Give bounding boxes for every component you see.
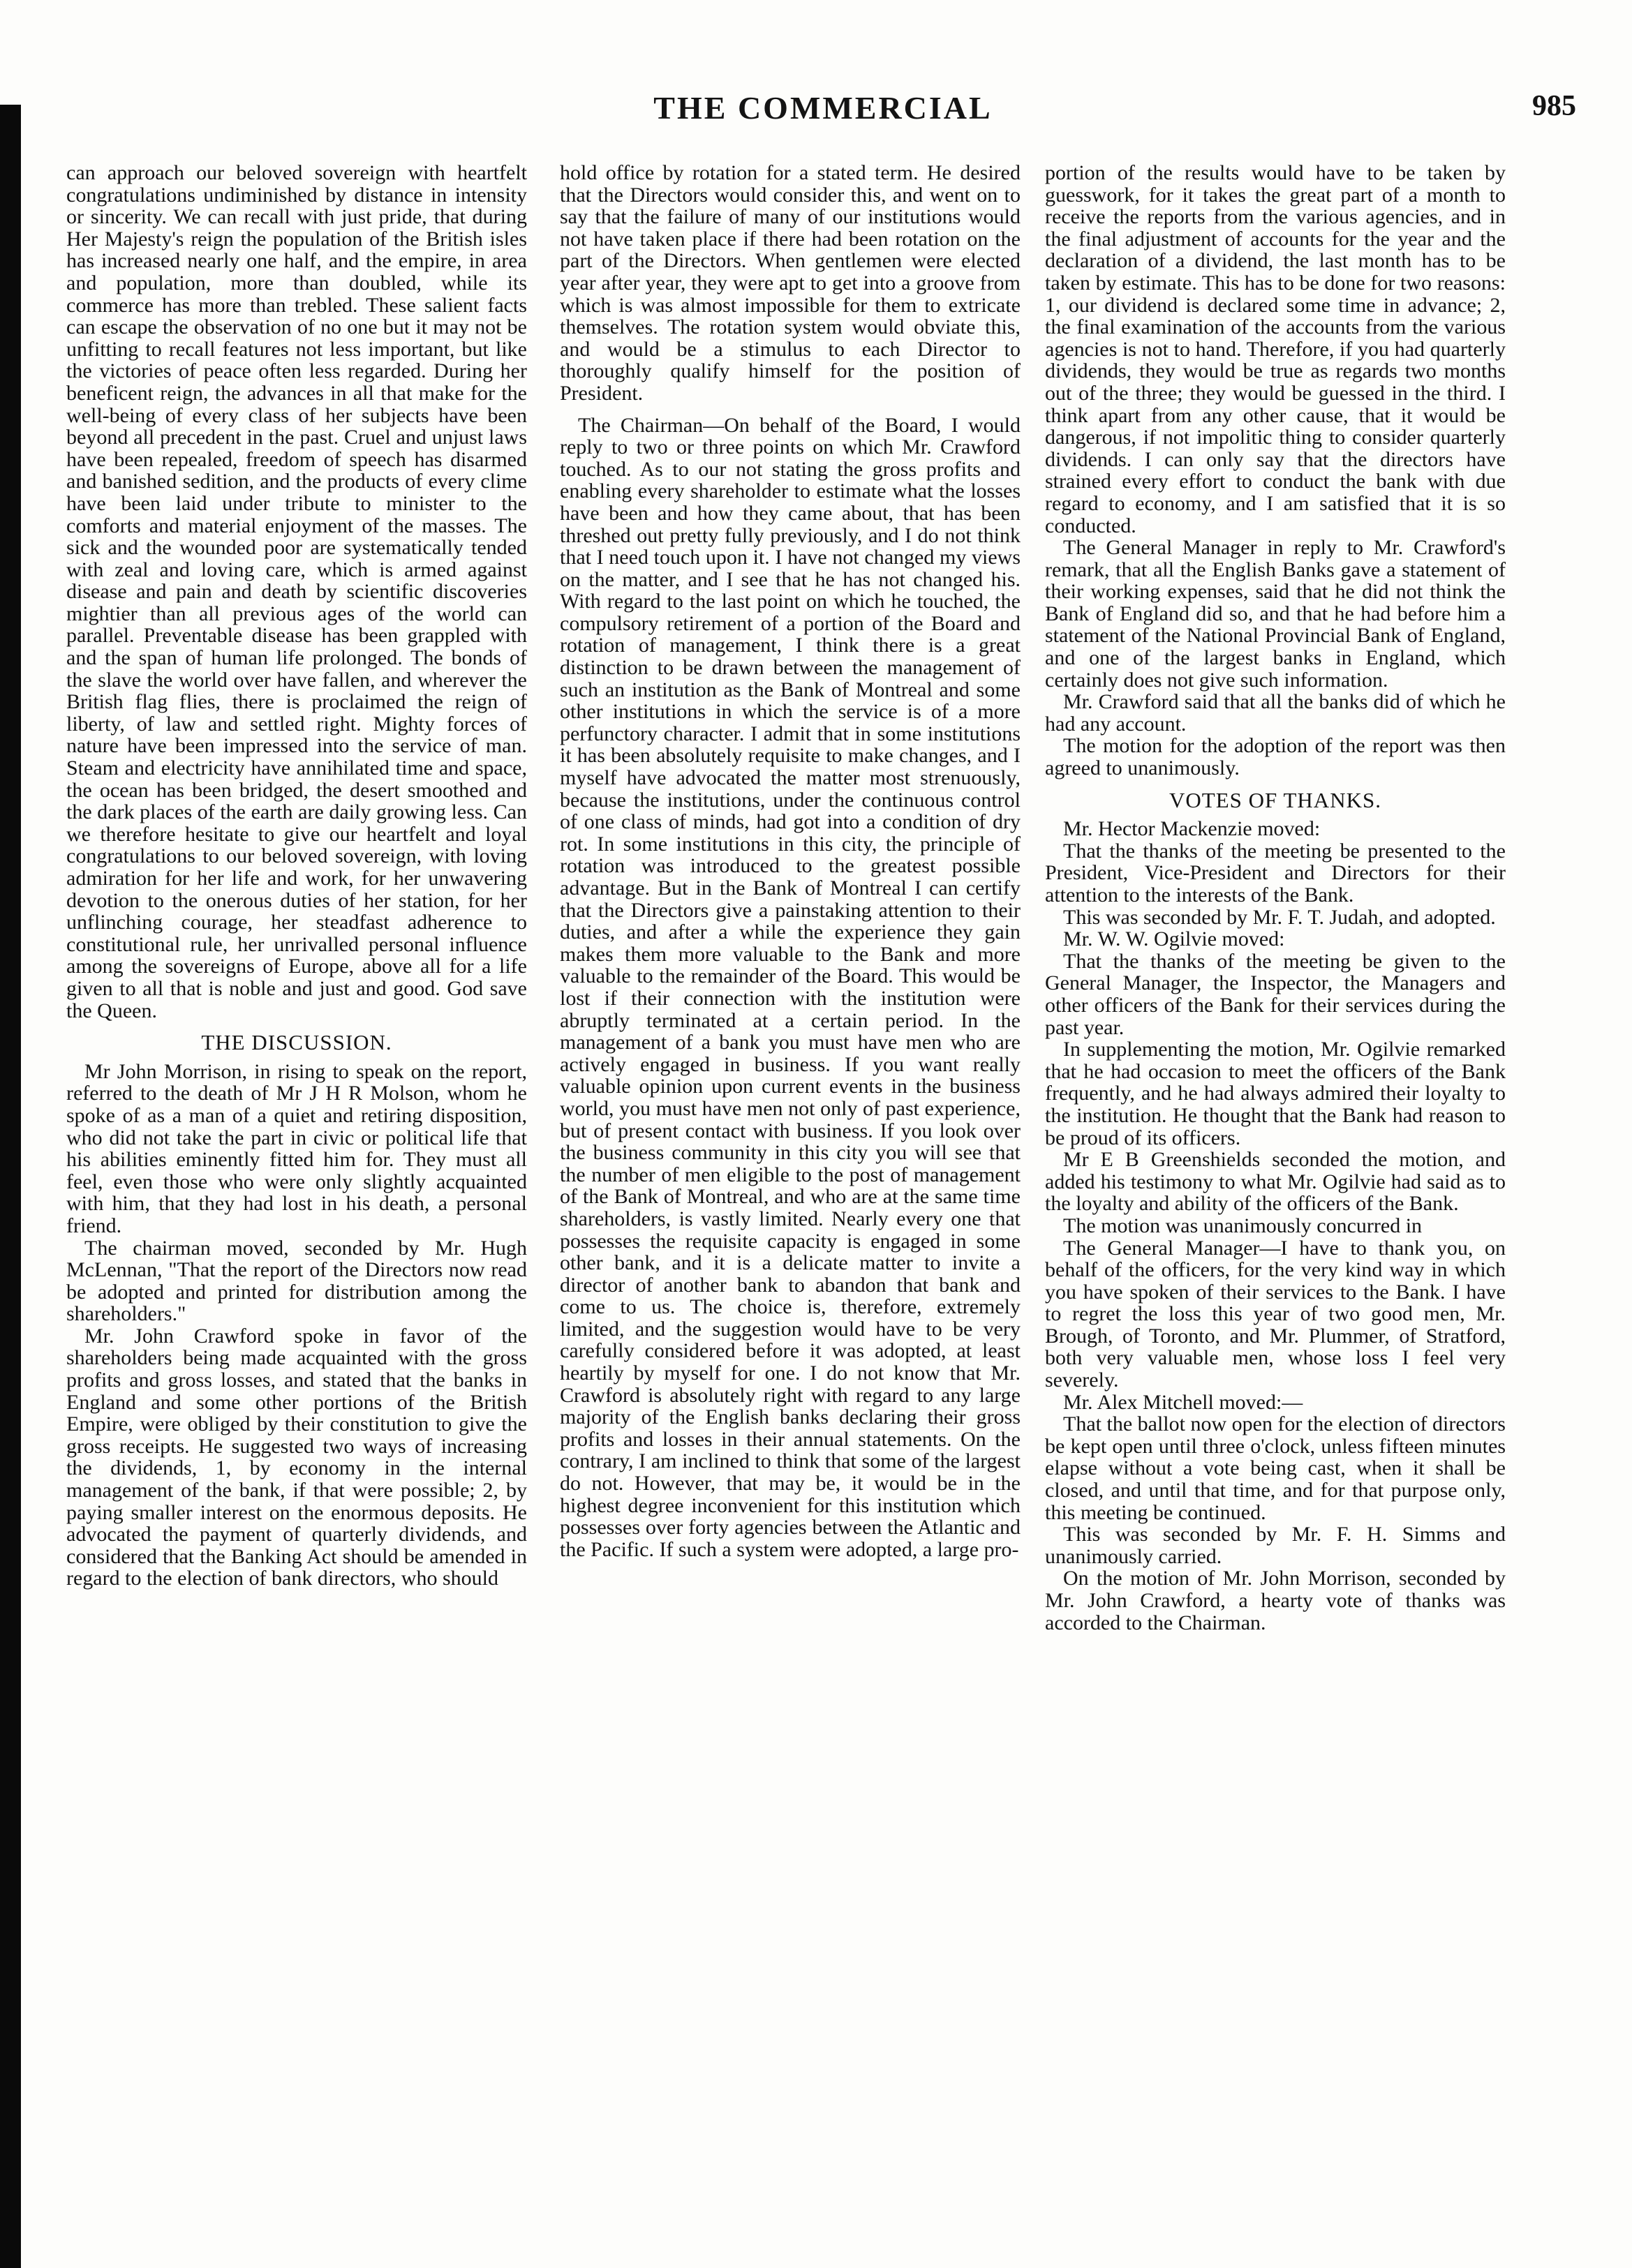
paragraph: That the ballot now open for the election of directors be kept open until three o'clock, unless fifteen minutes elapse without a vote being cast, when it shall be closed, and until that time, and for that purpose only, this meeting be continued. [1045, 1412, 1506, 1524]
paragraph: On the motion of Mr. John Morrison, seconded by Mr. John Crawford, a hearty vote of thanks was accorded to the Chairman. [1045, 1567, 1506, 1634]
paragraph: Mr. W. W. Ogilvie moved: [1063, 927, 1285, 951]
paragraph: The motion was unanimously concurred in [1063, 1214, 1423, 1237]
section-heading-discussion: THE DISCUSSION. [201, 1030, 392, 1055]
page-header [42, 89, 1604, 145]
column-1 [66, 162, 527, 1590]
column-2 [560, 162, 1021, 1560]
paragraph: portion of the results would have to be taken by guesswork, for it takes the great part of a month to receive the reports from the various agencies, and in the final adjustment of accounts for the year and the declaration of a dividend, the last month has to be taken by estimate. This has to be done for two reasons: 1, our dividend is declared some time in advance; 2, the final examination of the accounts from the various agencies is not to hand. Therefore, if you had quarterly dividends, they would be true as regards two months out of the three; they would be guessed in the third. I think apart from any other cause, that it would be dangerous, if not impolitic thing to consider quarterly dividends. I can only say that the directors have strained every effort to conduct the bank with due regard to economy, and I am satisfied that it is so conducted. [1045, 161, 1506, 537]
paragraph: The motion for the adoption of the report was then agreed to unanimously. [1045, 734, 1506, 780]
paragraph: The General Manager—I have to thank you, on behalf of the officers, for the very kind way in which you have spoken of their services to the Bank. I have to regret the loss this year of two good men, Mr. Brough, of Toronto, and Mr. Plummer, of Stratford, both very valuable men, whose loss I feel very severely. [1045, 1236, 1506, 1392]
loyal-address-paragraph: can approach our beloved sovereign with heartfelt congratulations undiminished by distance in intensity or sincerity. We can recall with just pride, that during Her Majesty's reign the population of the British isles has increased nearly one half, and the empire, in area and population, more than doubled, while its commerce has more than trebled. These salient facts can escape the observation of no one but it may not be unfitting to recall features not less important, but like the victories of peace often less regarded. During her beneficent reign, the advances in all that make for the well-being of every class of her subjects have been beyond all precedent in the past. Cruel and unjust laws have been repealed, freedom of speech has disarmed and banished sedition, and the products of every clime have been laid under tribute to minister to the comforts and material enjoyment of the masses. The sick and the wounded poor are systematically tended with zeal and loving care, which is armed against disease and pain and death by scientific discoveries mightier than all previous ages of the world can parallel. Preventable disease has been grappled with and the span of human life prolonged. The bonds of the slave the world over have fallen, and wherever the British flag flies, there is proclaimed the reign of liberty, of law and settled right. Mighty forces of nature have been impressed into the service of man. Steam and electricity have annihilated time and space, the ocean has been bridged, the desert smoothed and the dark places of the earth are daily growing less. Can we therefore hesitate to give our heartfelt and loyal congratulations to our beloved sovereign, with loving admiration for her life and work, for her unwavering devotion to the onerous duties of her station, for her unflinching courage, her steadfast adherence to constitutional rule, her unrivalled personal influence among the sovereigns of Europe, above all for a life given to all that is noble and just and good. God save the Queen. [66, 161, 527, 1022]
section-heading-votes-of-thanks: VOTES OF THANKS. [1169, 787, 1381, 812]
paragraph: The chairman moved, seconded by Mr. Hugh McLennan, "That the report of the Directors now read be adopted and printed for distribution among the shareholders." [66, 1236, 527, 1326]
paragraph: Mr. Crawford said that all the banks did of which he had any account. [1045, 690, 1506, 736]
paragraph: In supplementing the motion, Mr. Ogilvie remarked that he had occasion to meet the officers of the Bank frequently, and he had always admired their loyalty to the institution. He thought that the Bank had reason to be proud of its officers. [1045, 1038, 1506, 1149]
paragraph: Mr E B Greenshields seconded the motion, and added his testimony to what Mr. Ogilvie had said as to the loyalty and ability of the officers of the Bank. [1045, 1148, 1506, 1216]
paragraph: Mr. Hector Mackenzie moved: [1063, 817, 1321, 841]
paragraph: Mr. John Crawford spoke in favor of the shareholders being made acquainted with the gross profits and gross losses, and stated that the banks in England and some other portions of the British Empire, were obliged by their constitution to give the gross receipts. He suggested two ways of increasing the dividends, 1, by economy in the internal management of the bank, if that were possible; 2, by paying smaller interest on the enormous deposits. He advocated the payment of quarterly dividends, and considered that the Banking Act should be amended in regard to the election of bank directors, who should [66, 1324, 527, 1590]
paragraph: That the thanks of the meeting be presented to the President, Vice-President and Directors for their attention to the interests of the Bank. [1045, 839, 1506, 907]
column-3 [1045, 162, 1506, 1634]
binding-edge [0, 105, 21, 2268]
paragraph: Mr John Morrison, in rising to speak on the report, referred to the death of Mr J H R Molson, whom he spoke of as a man of a quiet and retiring disposition, who did not take the part in civic or political life that his abilities eminently fitted him for. They must all feel, even those who were only slightly acquainted with him, that they had lost in his death, a personal friend. [66, 1059, 527, 1237]
paragraph: Mr. Alex Mitchell moved:— [1063, 1390, 1303, 1414]
paragraph: The General Manager in reply to Mr. Crawford's remark, that all the English Banks gave a statement of their working expenses, said that he did not think the Bank of England did so, and that he had before him a statement of the National Provincial Bank of England, and one of the largest banks in England, which certainly does not give such information. [1045, 536, 1506, 692]
paragraph: That the thanks of the meeting be given to the General Manager, the Inspector, the Managers and other officers of the Bank for their services during the past year. [1045, 949, 1506, 1039]
page-title: THE COMMERCIAL [653, 90, 993, 126]
page-number: 985 [1532, 90, 1576, 122]
paragraph: The Chairman—On behalf of the Board, I would reply to two or three points on which Mr. Crawford touched. As to our not stating the gross profits and enabling every shareholder to estimate what the losses have been and how they came about, that has been threshed out pretty fully previously, and I do not think that I need touch upon it. I have not changed my views on the matter, and I see that he has not changed his. With regard to the last point on which he touched, the compulsory retirement of a portion of the Board and rotation of management, I think there is a great distinction to be drawn between the management of such an institution as the Bank of Montreal and some other institutions in which the service is of a more perfunctory character. I admit that in some institutions it has been absolutely requisite to make changes, and I myself have advocated the matter most strenuously, because the institutions, under the continuous control of one class of minds, had got into a condition of dry rot. In some institutions in this city, the principle of rotation was introduced to the greatest possible advantage. But in the Bank of Montreal I can certify that the Directors give a painstaking attention to their duties, and after a while the experience they gain makes them more valuable to the Bank and more valuable to the remainder of the Board. This would be lost if their connection with the institution were abruptly terminated at a certain period. In the management of a bank you must have men who are actively engaged in business. If you want really valuable opinion upon current events in the business world, you must have men not only of past experience, but of present contact with business. If you look over the business community in this city you will see that the number of men eligible to the post of management of the Bank of Montreal, and who are at the same time shareholders, is vastly limited. Nearly every one that possesses the requisite capacity is engaged in some other bank, and it is a delicate matter to invite a director of another bank to abandon that bank and come to us. The choice is, therefore, extremely limited, and the suggestion would have to be very carefully considered before it was adopted, at least heartily by myself for one. I do not know that Mr. Crawford is absolutely right with regard to any large majority of the English banks declaring their gross profits and losses in their annual statements. On the contrary, I am inclined to think that some of the largest do not. However, that may be, it would be in the highest degree inconvenient for this institution which possesses over forty agencies between the Atlantic and the Pacific. If such a system were adopted, a large pro- [560, 413, 1021, 1561]
paragraph: This was seconded by Mr. F. T. Judah, and adopted. [1063, 905, 1496, 929]
paragraph: This was seconded by Mr. F. H. Simms and unanimously carried. [1045, 1523, 1506, 1568]
paragraph: hold office by rotation for a stated term. He desired that the Directors would consider this, and went on to say that the failure of many of our institutions would not have taken place if there had been rotation on the part of the Directors. When gentlemen were elected year after year, they were apt to get into a groove from which is was almost impossible for them to extricate themselves. The rotation system would obviate this, and would be a stimulus to each Director to thoroughly qualify himself for the position of President. [560, 161, 1021, 405]
